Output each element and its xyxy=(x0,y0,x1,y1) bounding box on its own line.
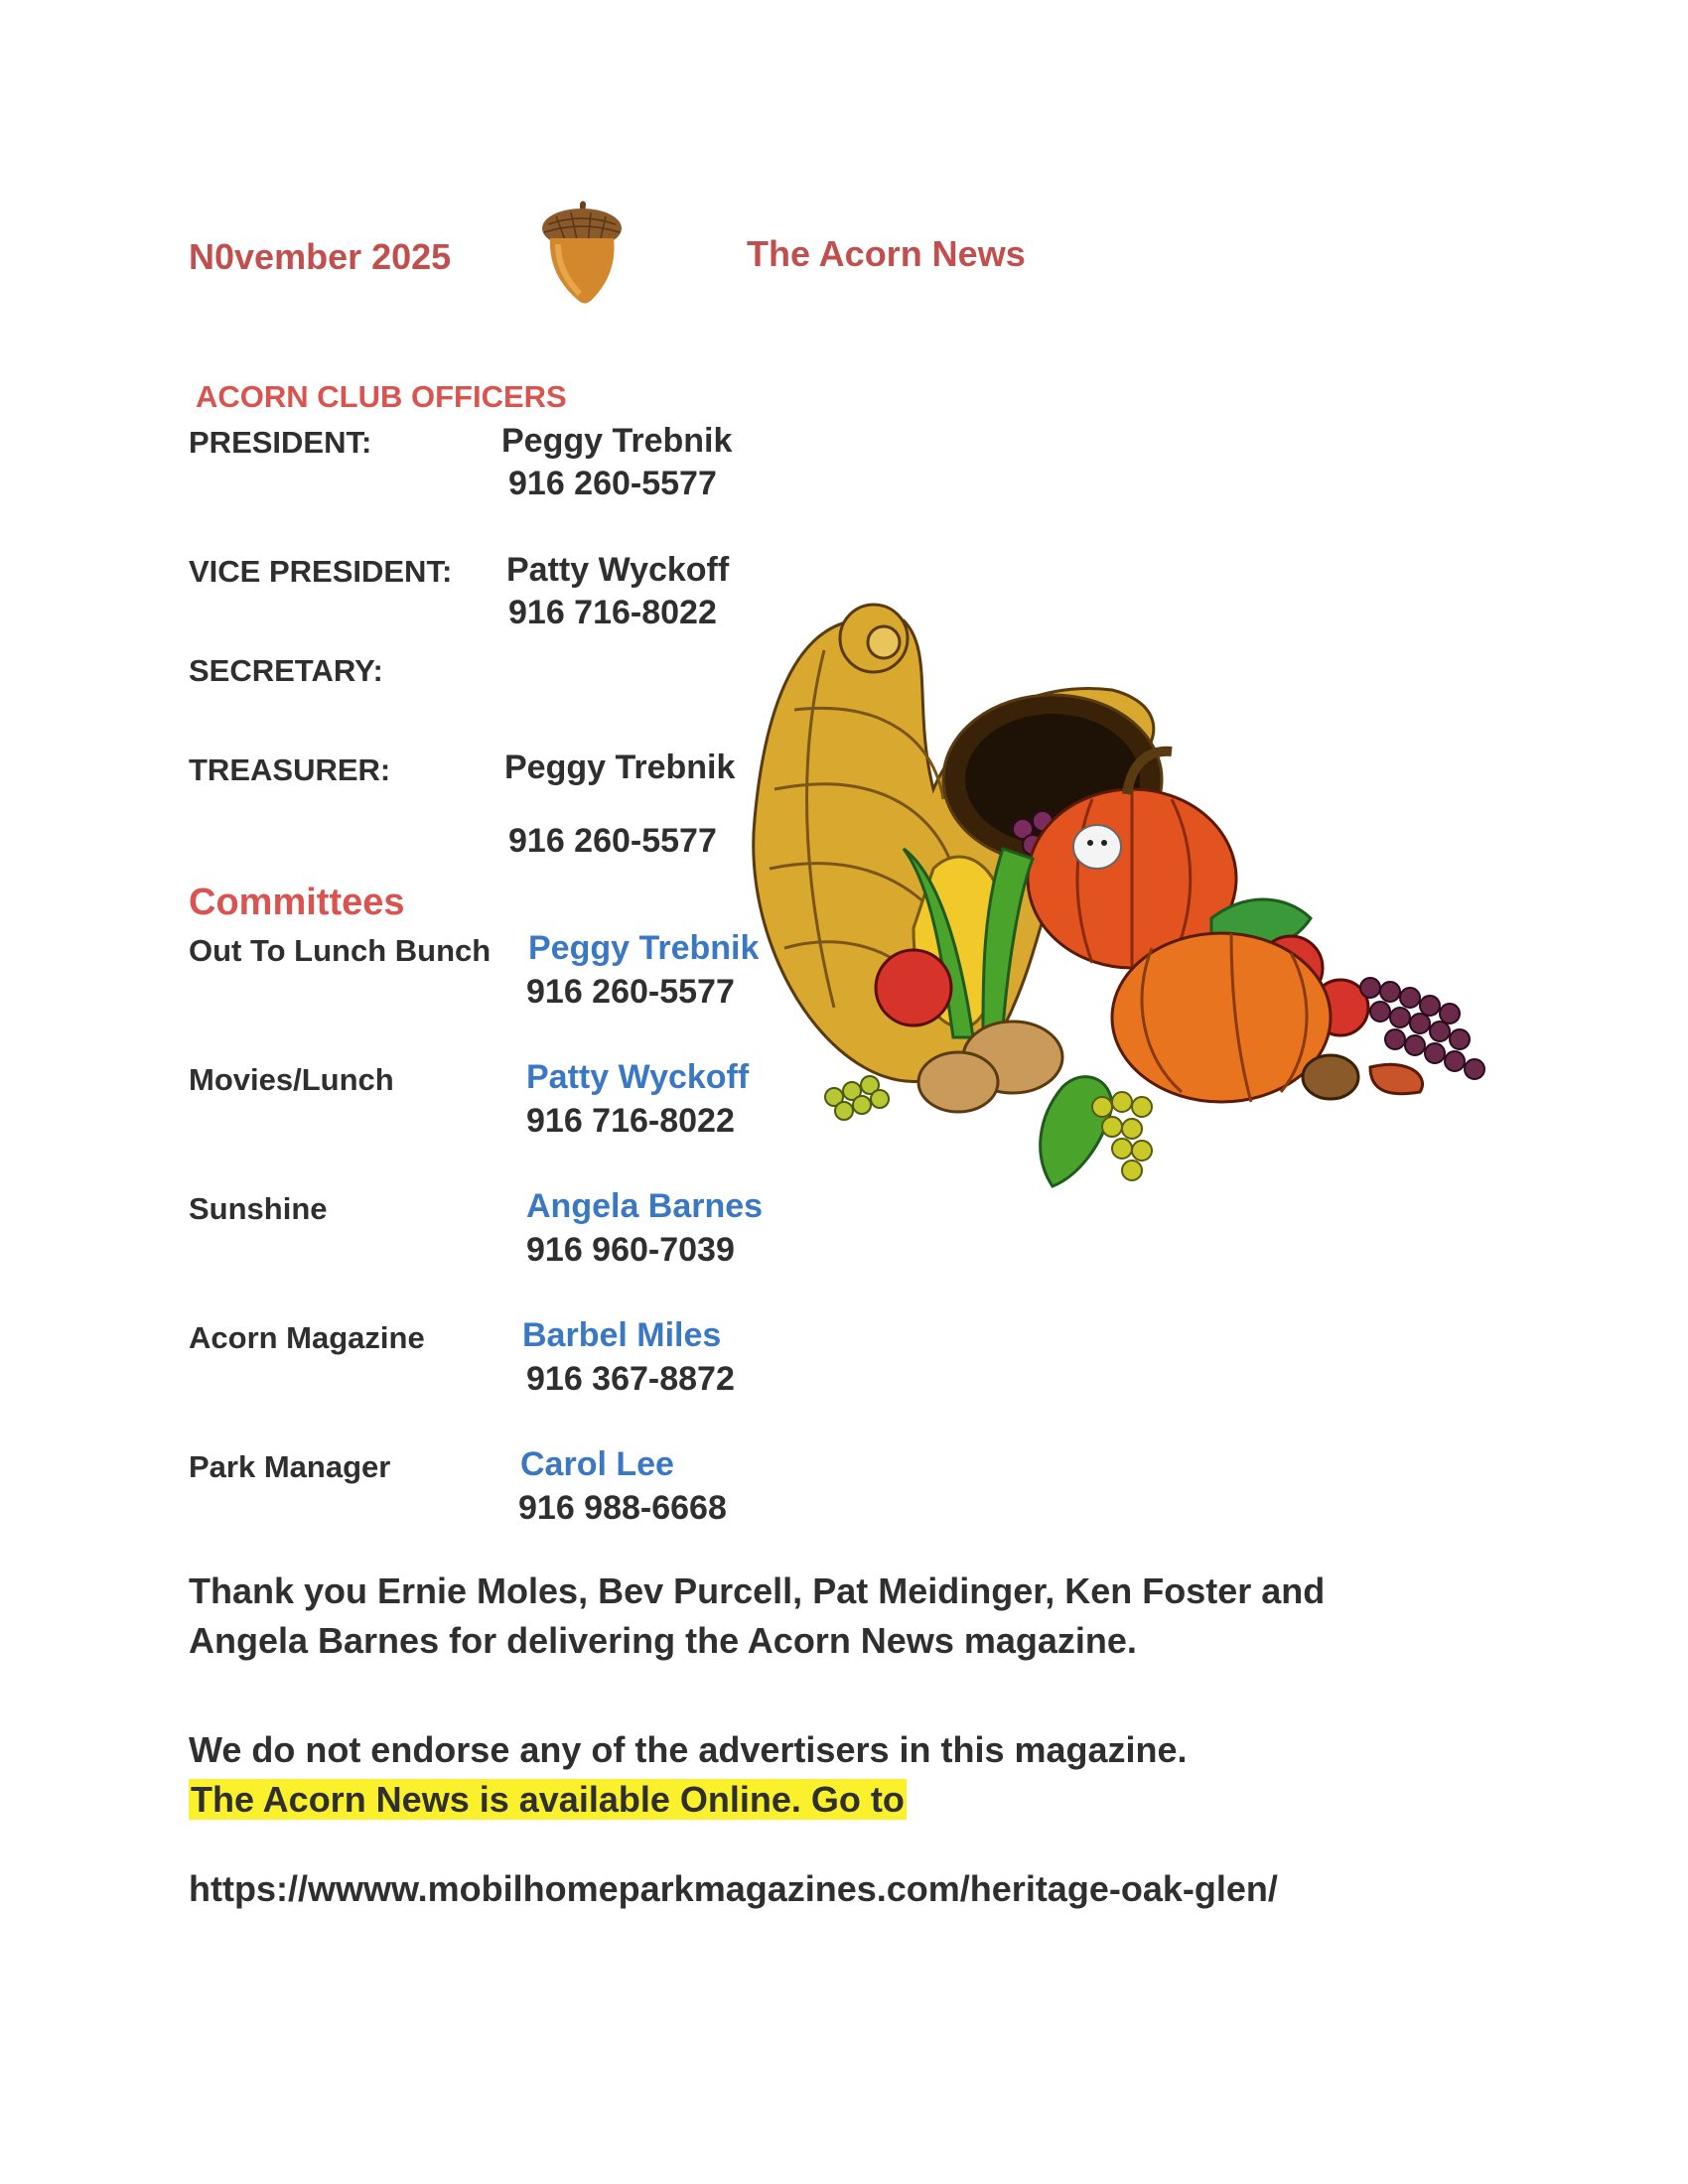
committee-contact-phone: 916 260-5577 xyxy=(526,973,735,1011)
committee-label: Acorn Magazine xyxy=(189,1320,425,1355)
committees-heading: Committees xyxy=(189,882,405,923)
treasurer-phone: 916 260-5577 xyxy=(508,822,717,860)
secretary-label: SECRETARY: xyxy=(189,653,383,688)
acorn-icon xyxy=(536,199,626,308)
committee-contact-phone: 916 367-8872 xyxy=(526,1360,735,1398)
thank-you-line-1: Thank you Ernie Moles, Bev Purcell, Pat Meidinger, Ken Foster and xyxy=(189,1570,1326,1611)
committee-label: Sunshine xyxy=(189,1191,328,1226)
newsletter-title: The Acorn News xyxy=(747,233,1026,274)
cornucopia-illustration xyxy=(735,591,1529,1216)
disclaimer-text: We do not endorse any of the advertisers in this magazine. xyxy=(189,1729,1188,1770)
committee-label: Park Manager xyxy=(189,1449,391,1484)
treasurer-label: TREASURER: xyxy=(189,752,391,787)
thank-you-line-2: Angela Barnes for delivering the Acorn News magazine. xyxy=(189,1620,1137,1661)
committee-contact-name: Patty Wyckoff xyxy=(526,1058,750,1096)
president-phone: 916 260-5577 xyxy=(508,465,717,502)
vice-president-name: Patty Wyckoff xyxy=(506,551,730,589)
committee-contact-name: Carol Lee xyxy=(520,1445,674,1483)
vice-president-label: VICE PRESIDENT: xyxy=(189,554,453,589)
online-availability-note: The Acorn News is available Online. Go to xyxy=(191,1779,905,1820)
committee-label: Movies/Lunch xyxy=(189,1062,394,1097)
committee-contact-phone: 916 716-8022 xyxy=(526,1102,735,1140)
treasurer-name: Peggy Trebnik xyxy=(504,749,736,786)
committee-contact-name: Peggy Trebnik xyxy=(528,929,760,967)
committee-contact-phone: 916 988-6668 xyxy=(518,1489,727,1527)
issue-date: N0vember 2025 xyxy=(189,236,452,277)
committee-contact-name: Angela Barnes xyxy=(526,1187,764,1225)
committee-label: Out To Lunch Bunch xyxy=(189,933,492,968)
president-label: PRESIDENT: xyxy=(189,425,372,460)
committee-contact-name: Barbel Miles xyxy=(522,1316,722,1354)
committee-contact-phone: 916 960-7039 xyxy=(526,1231,735,1269)
officers-heading: ACORN CLUB OFFICERS xyxy=(196,379,567,414)
president-name: Peggy Trebnik xyxy=(501,422,733,460)
vice-president-phone: 916 716-8022 xyxy=(508,594,717,631)
magazine-url[interactable]: https://wwww.mobilhomeparkmagazines.com/heritage-oak-glen/ xyxy=(189,1868,1278,1909)
